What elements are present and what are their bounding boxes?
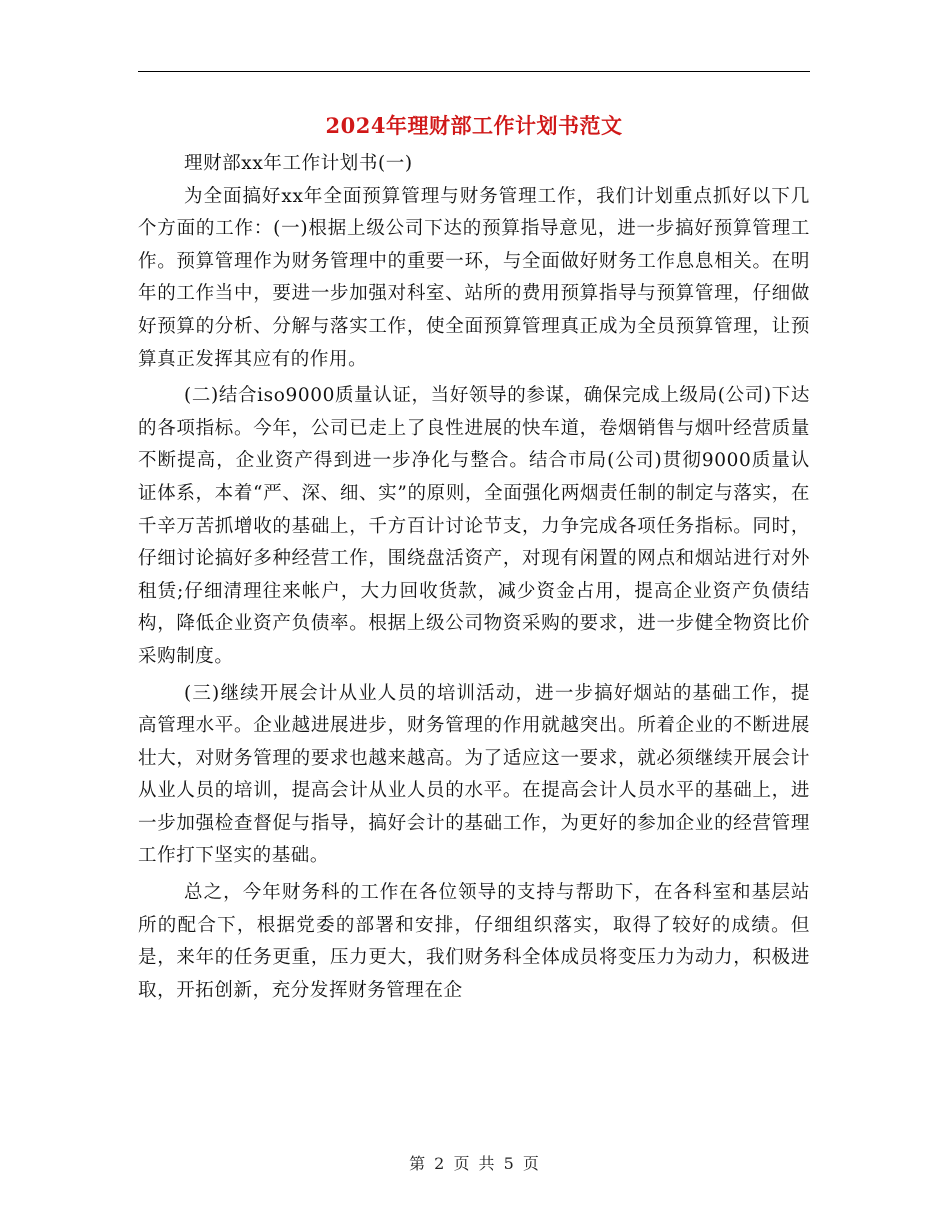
document-title: 2024年理财部工作计划书范文 bbox=[325, 113, 623, 138]
page-number: 第 2 页 共 5 页 bbox=[409, 1154, 541, 1173]
paragraph-2: (二)结合iso9000质量认证，当好领导的参谋，确保完成上级局(公司)下达的各项指标。今年，公司已走上了良性进展的快车道，卷烟销售与烟叶经营质量不断提高，企业资产得到进一步净化与整合。结合市局(公司)贯彻9000质量认证体系，本着“严、深、细、实”的原则，全面强化两烟责任制的制定与落实，在千辛万苦抓增收的基础上，千方百计讨论节支，力争完成各项任务指标。同时，仔细讨论搞好多种经营工作，围绕盘活资产，对现有闲置的网点和烟站进行对外租赁;仔细清理往来帐户，大力回收货款，减少资金占用，提高企业资产负债结构，降低企业资产负债率。根据上级公司物资采购的要求，进一步健全物资比价采购制度。 bbox=[138, 385, 810, 667]
paragraph-1: 为全面搞好xx年全面预算管理与财务管理工作，我们计划重点抓好以下几个方面的工作：(一)根据上级公司下达的预算指导意见，进一步搞好预算管理工作。预算管理作为财务管理中的重要一环，与全面做好财务工作息息相关。在明年的工作当中，要进一步加强对科室、站所的费用预算指导与预算管理，仔细做好预算的分析、分解与落实工作，使全面预算管理真正成为全员预算管理，让预算真正发挥其应有的作用。 bbox=[138, 185, 810, 370]
paragraph-3: (三)继续开展会计从业人员的培训活动，进一步搞好烟站的基础工作，提高管理水平。企业越进展进步，财务管理的作用就越突出。所着企业的不断进展壮大，对财务管理的要求也越来越高。为了适应这一要求，就必须继续开展会计从业人员的培训，提高会计从业人员的水平。在提高会计人员水平的基础上，进一步加强检查督促与指导，搞好会计的基础工作，为更好的参加企业的经营管理工作打下坚实的基础。 bbox=[138, 682, 810, 867]
document-body bbox=[138, 148, 810, 1011]
document-subtitle: 理财部xx年工作计划书(一) bbox=[184, 153, 413, 174]
header-rule bbox=[138, 71, 810, 72]
paragraph-4: 总之，今年财务科的工作在各位领导的支持与帮助下，在各科室和基层站所的配合下，根据党委的部署和安排，仔细组织落实，取得了较好的成绩。但是，来年的任务更重，压力更大，我们财务科全体成员将变压力为动力，积极进取，开拓创新，充分发挥财务管理在企 bbox=[138, 882, 810, 1001]
